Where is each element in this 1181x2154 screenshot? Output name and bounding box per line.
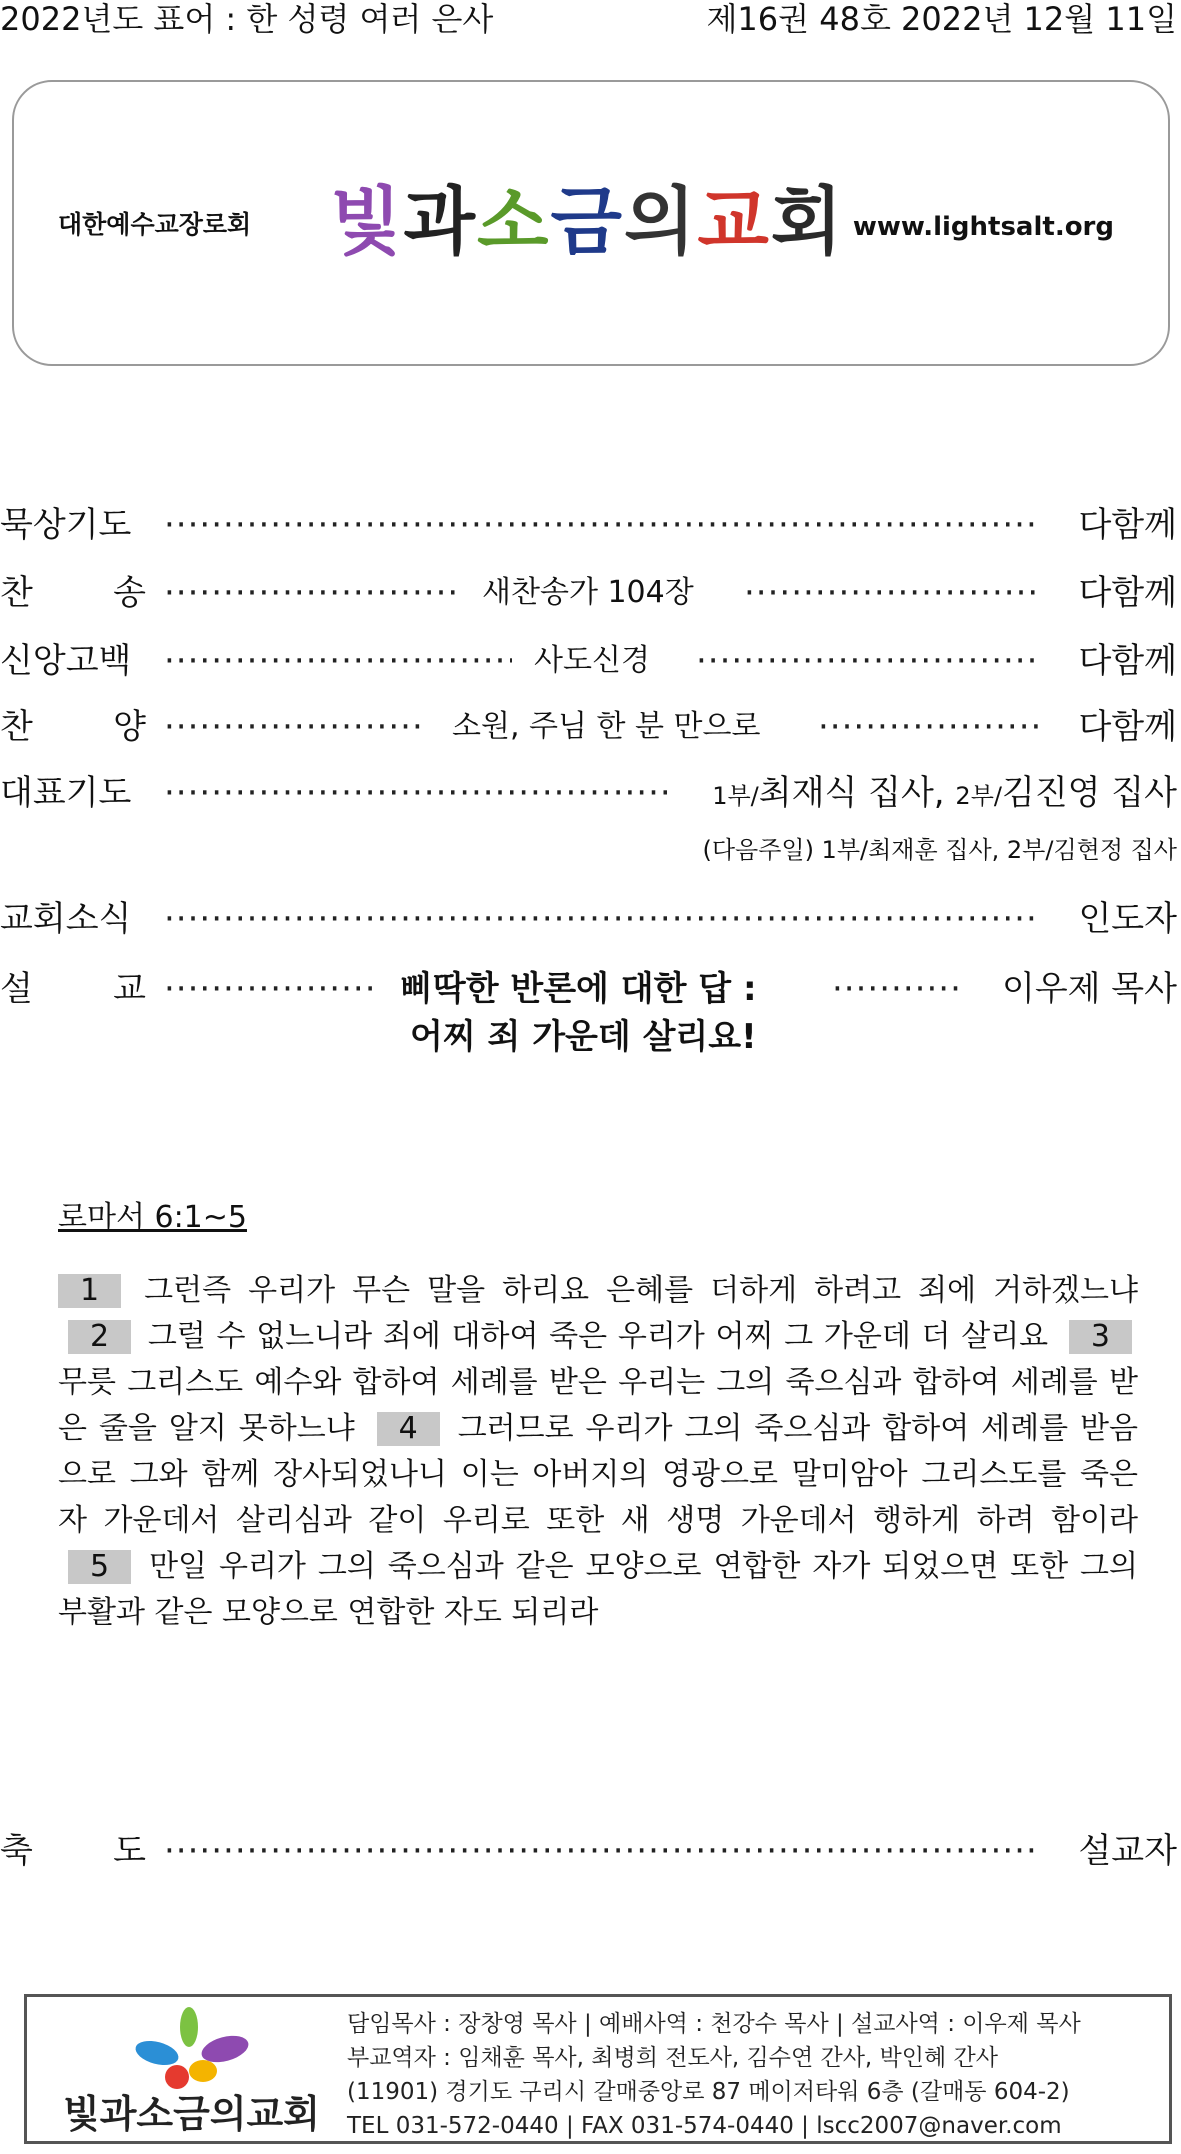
website-link[interactable]: www.lightsalt.org (852, 212, 1114, 242)
order-value: 다함께 (1078, 707, 1177, 747)
order-label: 축 도 (0, 1831, 146, 1871)
order-middle: 소원, 주님 한 분 만으로 (452, 709, 761, 744)
preacher: 이우제 목사 (1001, 969, 1177, 1009)
scripture-reference: 로마서 6:1~5 (58, 1200, 247, 1235)
verse-text: 그런즉 우리가 무슨 말을 하리요 은혜를 더하게 하려고 죄에 거하겠느냐 (144, 1273, 1138, 1308)
verse-number: 1 (58, 1274, 121, 1308)
order-value: 인도자 (1078, 899, 1177, 939)
leader-dots (164, 702, 424, 752)
verse-number: 2 (68, 1320, 131, 1354)
order-row-benediction (0, 1826, 1181, 1876)
verse-number: 5 (68, 1550, 131, 1584)
scripture-text (58, 1268, 1138, 1636)
leader-dots (818, 702, 1040, 752)
church-footer (24, 1994, 1172, 2144)
order-label: 찬 양 (0, 707, 146, 747)
verse-number: 3 (1069, 1320, 1132, 1354)
next-week-prayer: (다음주일) 1부/최재훈 집사, 2부/김현정 집사 (702, 836, 1177, 864)
denomination: 대한예수교장로회 (58, 210, 252, 239)
order-row-representative-prayer (0, 768, 1181, 818)
leader-dots (832, 964, 962, 1014)
leader-dots (744, 568, 1040, 618)
order-label: 교회소식 (0, 899, 132, 939)
verse-text: 그럴 수 없느니라 죄에 대하여 죽은 우리가 어찌 그 가운데 더 살리요 (147, 1319, 1049, 1354)
footer-info (347, 2007, 1081, 2143)
leader-dots (164, 568, 462, 618)
contact-line: TEL 031-572-0440 | FAX 031-574-0440 | lscc2007@naver.com (347, 2113, 1062, 2139)
issue-date: 제16권 48호 2022년 12월 11일 (706, 0, 1177, 38)
order-value: 다함께 (1078, 573, 1177, 613)
bulletin-header (0, 0, 1181, 44)
order-middle: 사도신경 (534, 643, 650, 678)
footer-church-name: 빛과소금의교회 (63, 2092, 320, 2136)
order-value: 다함께 (1078, 641, 1177, 681)
address-line: (11901) 경기도 구리시 갈매중앙로 87 메이저타워 6층 (갈매동 604-2) (347, 2079, 1070, 2105)
verse-text: 그러므로 우리가 그의 죽으심과 합하여 세례를 받음으로 그와 함께 장사되었나니 이는 아버지의 영광으로 말미암아 그리스도를 죽은 자 가운데서 살리심과 같이 우리로 또한 새 생명 가운데서 행하게 하려 함이라 (58, 1411, 1138, 1538)
order-row-hymn (0, 568, 1181, 618)
leader-dots (164, 636, 512, 686)
leader-dots (164, 1826, 1040, 1876)
order-row-creed (0, 636, 1181, 686)
leader-dots (164, 964, 378, 1014)
flower-logo-icon (127, 2007, 267, 2097)
order-label: 대표기도 (0, 773, 132, 813)
order-middle: 새찬송가 104장 (482, 575, 694, 610)
order-label: 찬 송 (0, 573, 146, 613)
sermon-title-line1: 삐딱한 반론에 대한 답 : (400, 969, 757, 1009)
leader-dots (164, 500, 1040, 550)
church-name-logo: 빛과소금의교회 (330, 179, 845, 265)
leader-dots (696, 636, 1040, 686)
sermon-title-line2: 어찌 죄 가운데 살리요! (410, 1017, 757, 1057)
order-row-meditation (0, 500, 1181, 550)
staff-line: 담임목사 : 장창영 목사 | 예배사역 : 천강수 목사 | 설교사역 : 이우제 목사 (347, 2011, 1081, 2037)
order-label: 설 교 (0, 969, 146, 1009)
order-row-praise (0, 702, 1181, 752)
order-value: 1부/최재식 집사, 2부/김진영 집사 (712, 773, 1177, 813)
order-row-announcements (0, 894, 1181, 944)
order-label: 신앙고백 (0, 641, 132, 681)
leader-dots (164, 768, 674, 818)
verse-text: 무릇 그리스도 예수와 합하여 세례를 받은 우리는 그의 죽으심과 합하여 세례를 받은 줄을 알지 못하느냐 (58, 1365, 1138, 1446)
order-value: 설교자 (1078, 1831, 1177, 1871)
verse-number: 4 (377, 1412, 440, 1446)
associate-staff-line: 부교역자 : 임채훈 목사, 최병희 전도사, 김수연 간사, 박인혜 간사 (347, 2045, 998, 2071)
church-banner (12, 80, 1170, 366)
year-motto: 2022년도 표어 : 한 성령 여러 은사 (0, 0, 494, 38)
order-label: 묵상기도 (0, 505, 132, 545)
order-value: 다함께 (1078, 505, 1177, 545)
verse-text: 만일 우리가 그의 죽으심과 같은 모양으로 연합한 자가 되었으면 또한 그의 부활과 같은 모양으로 연합한 자도 되리라 (58, 1549, 1138, 1630)
leader-dots (164, 894, 1040, 944)
